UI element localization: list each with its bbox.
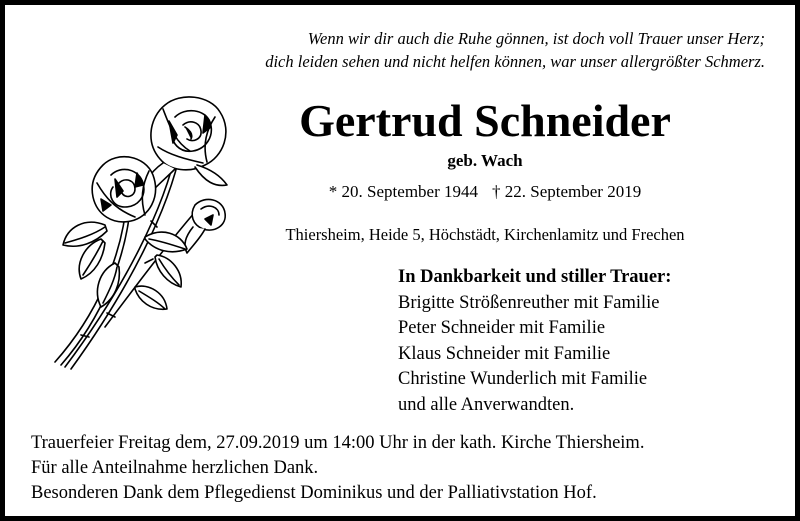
mourner-item: Peter Schneider mit Familie [398,318,606,338]
footer-notes [31,431,644,506]
thanks-line: Für alle Anteilnahme herzlichen Dank. [31,458,319,478]
mourner-item: und alle Anverwandten. [398,394,575,415]
maiden-name: geb. Wach [447,151,523,170]
mourner-item: Brigitte Strößenreuther mit Familie [398,292,660,313]
special-thanks-line: Besonderen Dank dem Pflegedienst Dominikus und der Palliativstation Hof. [31,483,597,503]
places-line: Thiersheim, Heide 5, Höchstädt, Kirchenlamitz und Frechen [285,225,685,244]
deceased-name: Gertrud Schneider [299,95,671,146]
rose-icon [45,87,235,387]
death-date: † 22. September 2019 [492,182,642,201]
mourners-block [398,265,671,418]
funeral-info: Trauerfeier Freitag dem, 27.09.2019 um 14:00 Uhr in der kath. Kirche Thiersheim. [31,433,645,453]
memorial-quote [265,27,765,73]
quote-line-1: Wenn wir dir auch die Ruhe gönnen, ist doch voll Trauer unser Herz; [307,29,765,48]
mourner-item: Christine Wunderlich mit Familie [398,369,648,389]
birth-date: * 20. September 1944 [328,182,478,201]
quote-line-2: dich leiden sehen und nicht helfen können, war unser allergrößter Schmerz. [265,52,765,71]
life-dates [235,181,735,203]
mourner-item: Klaus Schneider mit Familie [398,343,611,364]
mourners-heading: In Dankbarkeit und stiller Trauer: [398,267,672,287]
